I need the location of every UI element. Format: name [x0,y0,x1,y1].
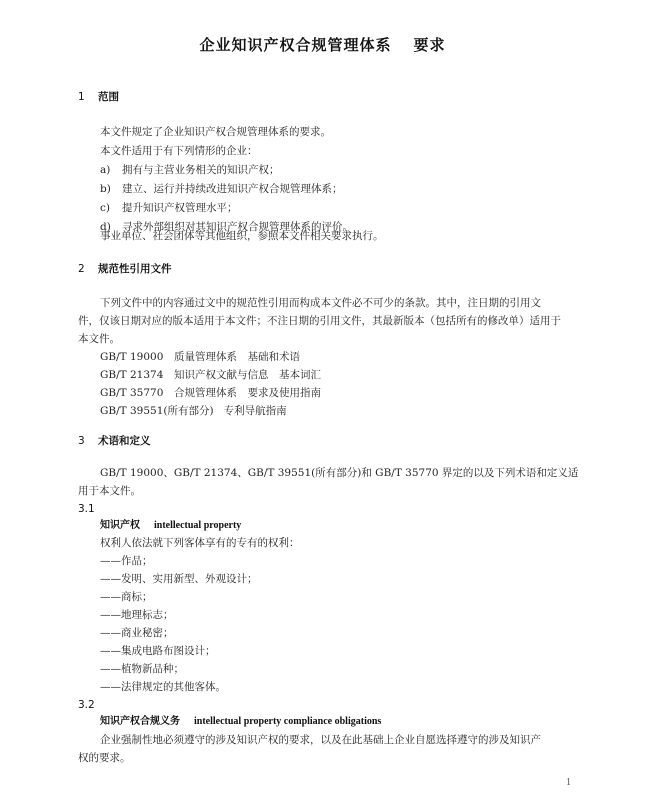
term-heading [100,715,381,729]
list-item: d) 寻求外部组织对其知识产权合规管理体系的评价。 [100,221,353,233]
section-title: 术语和定义 [98,435,151,447]
list-item: ——植物新品种； [100,663,184,675]
list-item: b) 建立、运行并持续改进知识产权合规管理体系； [100,183,343,195]
page-number: 1 [566,777,571,788]
reference-item: GB/T 21374 知识产权文献与信息 基本词汇 [100,369,321,381]
section-title: 范围 [98,91,119,103]
references-intro-line: 本文件。 [78,333,120,345]
list-item: ——法律规定的其他客体。 [100,681,226,693]
section-title: 规范性引用文件 [98,263,172,275]
term-number: 3.2 [78,699,95,711]
section-number: 1 [78,91,85,103]
term-definition-line: 企业强制性地必须遵守的涉及知识产权的要求，以及在此基础上企业自愿选择遵守的涉及知识产 [100,734,541,746]
references-intro-line: 件，仅该日期对应的版本适用于本文件；不注日期的引用文件，其最新版本（包括所有的修改单）适用于 [78,315,561,327]
section-2-heading [78,262,172,276]
reference-item: GB/T 19000 质量管理体系 基础和术语 [100,351,300,363]
scope-paragraph-2: 本文件适用于有下列情形的企业： [100,145,258,157]
list-item: ——作品； [100,555,153,567]
term-cn: 知识产权合规义务 [100,716,180,727]
title-main: 企业知识产权合规管理体系 [199,36,392,54]
terms-intro-line: 用于本文件。 [78,485,141,497]
list-item: ——发明、实用新型、外观设计； [100,573,258,585]
list-item: a) 拥有与主营业务相关的知识产权； [100,164,280,176]
document-title [0,34,645,55]
scope-paragraph-3: 事业单位、社会团体等其他组织，参照本文件相关要求执行。 [100,230,384,242]
section-3-heading [78,434,151,448]
list-item: ——地理标志； [100,609,174,621]
title-suffix: 要求 [413,36,446,54]
term-en: intellectual property [154,520,242,531]
term-heading [100,519,241,533]
term-definition-line: 权的要求。 [78,752,131,764]
term-en: intellectual property compliance obligations [194,716,382,727]
list-item: ——商标； [100,591,153,603]
term-number: 3.1 [78,503,95,515]
list-item: ——集成电路布图设计； [100,645,216,657]
term-cn: 知识产权 [100,520,140,531]
terms-intro-line: GB/T 19000、GB/T 21374、GB/T 39551(所有部分)和 GB/T 35770 界定的以及下列术语和定义适 [100,467,579,479]
section-number: 2 [78,263,85,275]
list-item: c) 提升知识产权管理水平； [100,202,238,214]
references-intro-line: 下列文件中的内容通过文中的规范性引用而构成本文件必不可少的条款。其中，注日期的引用文 [100,297,541,309]
scope-paragraph-1: 本文件规定了企业知识产权合规管理体系的要求。 [100,126,331,138]
list-item: ——商业秘密； [100,627,174,639]
section-number: 3 [78,435,85,447]
term-definition: 权利人依法就下列客体享有的专有的权利： [100,537,300,549]
reference-item: GB/T 35770 合规管理体系 要求及使用指南 [100,387,321,399]
reference-item: GB/T 39551(所有部分) 专利导航指南 [100,405,287,417]
section-1-heading [78,90,119,104]
